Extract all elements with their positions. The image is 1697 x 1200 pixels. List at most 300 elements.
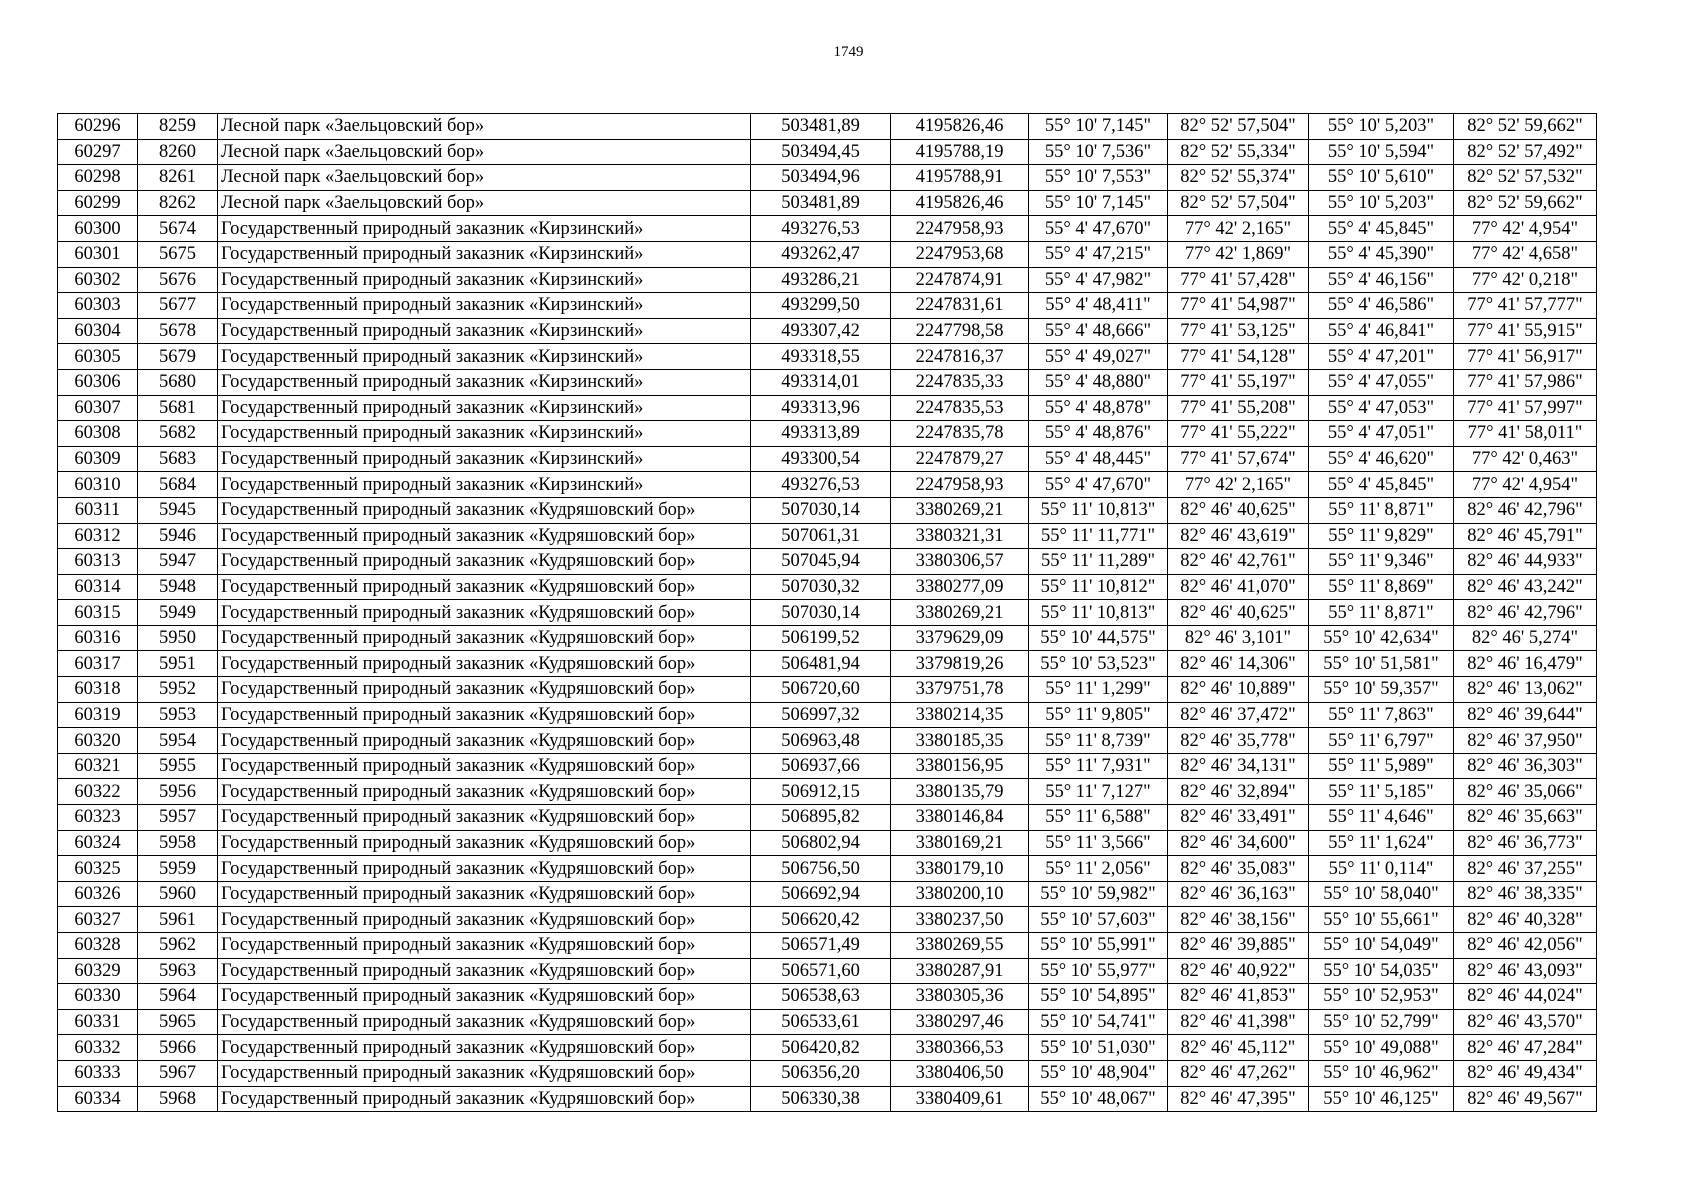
longitude-2-cell: 82° 46' 40,328" <box>1454 907 1597 933</box>
coord-x-cell: 493276,53 <box>751 472 891 498</box>
latitude-2-cell: 55° 10' 58,040" <box>1309 881 1454 907</box>
table-row <box>58 446 1597 472</box>
latitude-2-cell: 55° 4' 45,390" <box>1309 241 1454 267</box>
row-number-cell: 60321 <box>58 753 138 779</box>
point-number-cell: 8262 <box>138 190 218 216</box>
latitude-1-cell: 55° 10' 7,145" <box>1029 114 1168 140</box>
latitude-1-cell: 55° 11' 10,813" <box>1029 600 1168 626</box>
table-row <box>58 805 1597 831</box>
coord-x-cell: 493276,53 <box>751 216 891 242</box>
latitude-1-cell: 55° 10' 7,145" <box>1029 190 1168 216</box>
latitude-1-cell: 55° 10' 51,030" <box>1029 1035 1168 1061</box>
latitude-1-cell: 55° 4' 49,027" <box>1029 344 1168 370</box>
longitude-2-cell: 82° 46' 42,796" <box>1454 600 1597 626</box>
latitude-2-cell: 55° 10' 52,953" <box>1309 984 1454 1010</box>
object-name-cell: Лесной парк «Заельцовский бор» <box>218 190 751 216</box>
longitude-1-cell: 82° 46' 40,625" <box>1168 600 1309 626</box>
longitude-2-cell: 82° 46' 49,567" <box>1454 1086 1597 1112</box>
latitude-1-cell: 55° 10' 55,991" <box>1029 933 1168 959</box>
row-number-cell: 60328 <box>58 933 138 959</box>
coord-x-cell: 507030,14 <box>751 600 891 626</box>
coord-y-cell: 4195788,19 <box>891 139 1029 165</box>
object-name-cell: Государственный природный заказник «Кудряшовский бор» <box>218 1060 751 1086</box>
latitude-1-cell: 55° 11' 8,739" <box>1029 728 1168 754</box>
latitude-1-cell: 55° 11' 10,813" <box>1029 497 1168 523</box>
point-number-cell: 5962 <box>138 933 218 959</box>
row-number-cell: 60311 <box>58 497 138 523</box>
latitude-1-cell: 55° 10' 54,895" <box>1029 984 1168 1010</box>
latitude-2-cell: 55° 4' 47,055" <box>1309 369 1454 395</box>
coord-y-cell: 3380277,09 <box>891 574 1029 600</box>
coord-y-cell: 4195826,46 <box>891 190 1029 216</box>
coord-y-cell: 2247798,58 <box>891 318 1029 344</box>
latitude-2-cell: 55° 10' 5,594" <box>1309 139 1454 165</box>
point-number-cell: 5968 <box>138 1086 218 1112</box>
coord-y-cell: 3380185,35 <box>891 728 1029 754</box>
coord-y-cell: 3380409,61 <box>891 1086 1029 1112</box>
table-row <box>58 830 1597 856</box>
latitude-2-cell: 55° 4' 46,841" <box>1309 318 1454 344</box>
latitude-1-cell: 55° 4' 48,666" <box>1029 318 1168 344</box>
coord-x-cell: 493307,42 <box>751 318 891 344</box>
latitude-2-cell: 55° 10' 46,125" <box>1309 1086 1454 1112</box>
coord-x-cell: 506199,52 <box>751 625 891 651</box>
row-number-cell: 60312 <box>58 523 138 549</box>
page-number: 1749 <box>833 44 864 60</box>
point-number-cell: 5951 <box>138 651 218 677</box>
coord-y-cell: 3380269,21 <box>891 497 1029 523</box>
latitude-2-cell: 55° 10' 46,962" <box>1309 1060 1454 1086</box>
row-number-cell: 60319 <box>58 702 138 728</box>
row-number-cell: 60309 <box>58 446 138 472</box>
latitude-2-cell: 55° 11' 8,869" <box>1309 574 1454 600</box>
longitude-1-cell: 82° 46' 47,262" <box>1168 1060 1309 1086</box>
longitude-2-cell: 82° 46' 13,062" <box>1454 677 1597 703</box>
coord-x-cell: 503494,45 <box>751 139 891 165</box>
row-number-cell: 60323 <box>58 805 138 831</box>
longitude-2-cell: 82° 52' 59,662" <box>1454 114 1597 140</box>
point-number-cell: 5957 <box>138 805 218 831</box>
point-number-cell: 5958 <box>138 830 218 856</box>
latitude-2-cell: 55° 11' 6,797" <box>1309 728 1454 754</box>
point-number-cell: 5967 <box>138 1060 218 1086</box>
object-name-cell: Государственный природный заказник «Кудряшовский бор» <box>218 728 751 754</box>
latitude-1-cell: 55° 4' 48,411" <box>1029 293 1168 319</box>
coord-y-cell: 3380366,53 <box>891 1035 1029 1061</box>
table-row <box>58 779 1597 805</box>
latitude-2-cell: 55° 10' 51,581" <box>1309 651 1454 677</box>
latitude-2-cell: 55° 11' 7,863" <box>1309 702 1454 728</box>
coord-x-cell: 507045,94 <box>751 549 891 575</box>
coord-y-cell: 3380306,57 <box>891 549 1029 575</box>
table-row <box>58 369 1597 395</box>
latitude-1-cell: 55° 4' 48,445" <box>1029 446 1168 472</box>
point-number-cell: 5960 <box>138 881 218 907</box>
row-number-cell: 60302 <box>58 267 138 293</box>
latitude-2-cell: 55° 4' 46,156" <box>1309 267 1454 293</box>
longitude-2-cell: 82° 46' 5,274" <box>1454 625 1597 651</box>
object-name-cell: Государственный природный заказник «Кудряшовский бор» <box>218 830 751 856</box>
table-row <box>58 600 1597 626</box>
coord-x-cell: 507030,14 <box>751 497 891 523</box>
coord-x-cell: 503494,96 <box>751 165 891 191</box>
coord-x-cell: 506720,60 <box>751 677 891 703</box>
point-number-cell: 5948 <box>138 574 218 600</box>
longitude-2-cell: 77° 41' 58,011" <box>1454 421 1597 447</box>
longitude-1-cell: 82° 46' 42,761" <box>1168 549 1309 575</box>
object-name-cell: Государственный природный заказник «Кудряшовский бор» <box>218 805 751 831</box>
point-number-cell: 5964 <box>138 984 218 1010</box>
object-name-cell: Государственный природный заказник «Кирзинский» <box>218 216 751 242</box>
table-row <box>58 677 1597 703</box>
row-number-cell: 60334 <box>58 1086 138 1112</box>
latitude-1-cell: 55° 10' 44,575" <box>1029 625 1168 651</box>
coord-y-cell: 3380287,91 <box>891 958 1029 984</box>
point-number-cell: 5678 <box>138 318 218 344</box>
coord-x-cell: 506895,82 <box>751 805 891 831</box>
longitude-1-cell: 82° 52' 57,504" <box>1168 114 1309 140</box>
table-row <box>58 344 1597 370</box>
longitude-2-cell: 82° 46' 35,663" <box>1454 805 1597 831</box>
latitude-1-cell: 55° 11' 7,931" <box>1029 753 1168 779</box>
table-row <box>58 574 1597 600</box>
object-name-cell: Государственный природный заказник «Кудряшовский бор» <box>218 651 751 677</box>
longitude-2-cell: 82° 46' 42,056" <box>1454 933 1597 959</box>
longitude-1-cell: 82° 46' 41,398" <box>1168 1009 1309 1035</box>
coord-y-cell: 3379751,78 <box>891 677 1029 703</box>
longitude-1-cell: 82° 46' 36,163" <box>1168 881 1309 907</box>
coord-x-cell: 503481,89 <box>751 114 891 140</box>
object-name-cell: Лесной парк «Заельцовский бор» <box>218 139 751 165</box>
coord-x-cell: 507030,32 <box>751 574 891 600</box>
coord-y-cell: 3380269,21 <box>891 600 1029 626</box>
point-number-cell: 5681 <box>138 395 218 421</box>
row-number-cell: 60313 <box>58 549 138 575</box>
coord-x-cell: 506356,20 <box>751 1060 891 1086</box>
coord-y-cell: 3379629,09 <box>891 625 1029 651</box>
object-name-cell: Государственный природный заказник «Кирзинский» <box>218 318 751 344</box>
object-name-cell: Государственный природный заказник «Кудряшовский бор» <box>218 497 751 523</box>
longitude-1-cell: 82° 46' 43,619" <box>1168 523 1309 549</box>
longitude-1-cell: 77° 42' 2,165" <box>1168 216 1309 242</box>
coord-x-cell: 506912,15 <box>751 779 891 805</box>
table-row <box>58 907 1597 933</box>
object-name-cell: Государственный природный заказник «Кудряшовский бор» <box>218 753 751 779</box>
longitude-1-cell: 82° 52' 55,374" <box>1168 165 1309 191</box>
longitude-2-cell: 82° 46' 35,066" <box>1454 779 1597 805</box>
coord-y-cell: 3380169,21 <box>891 830 1029 856</box>
coord-y-cell: 3379819,26 <box>891 651 1029 677</box>
object-name-cell: Лесной парк «Заельцовский бор» <box>218 114 751 140</box>
coord-y-cell: 4195788,91 <box>891 165 1029 191</box>
object-name-cell: Государственный природный заказник «Кирзинский» <box>218 472 751 498</box>
longitude-1-cell: 82° 46' 37,472" <box>1168 702 1309 728</box>
coord-y-cell: 2247835,33 <box>891 369 1029 395</box>
row-number-cell: 60305 <box>58 344 138 370</box>
object-name-cell: Государственный природный заказник «Кудряшовский бор» <box>218 779 751 805</box>
latitude-1-cell: 55° 10' 7,536" <box>1029 139 1168 165</box>
object-name-cell: Государственный природный заказник «Кудряшовский бор» <box>218 958 751 984</box>
row-number-cell: 60322 <box>58 779 138 805</box>
object-name-cell: Государственный природный заказник «Кудряшовский бор» <box>218 549 751 575</box>
table-row <box>58 1009 1597 1035</box>
point-number-cell: 5683 <box>138 446 218 472</box>
longitude-2-cell: 82° 46' 43,570" <box>1454 1009 1597 1035</box>
coord-y-cell: 2247958,93 <box>891 472 1029 498</box>
table-row <box>58 549 1597 575</box>
table-row <box>58 1086 1597 1112</box>
table-row <box>58 1035 1597 1061</box>
point-number-cell: 5679 <box>138 344 218 370</box>
latitude-1-cell: 55° 10' 7,553" <box>1029 165 1168 191</box>
coordinates-table <box>57 113 1597 1112</box>
longitude-2-cell: 82° 46' 42,796" <box>1454 497 1597 523</box>
longitude-2-cell: 77° 42' 0,218" <box>1454 267 1597 293</box>
latitude-1-cell: 55° 4' 47,215" <box>1029 241 1168 267</box>
object-name-cell: Государственный природный заказник «Кудряшовский бор» <box>218 702 751 728</box>
coord-x-cell: 493286,21 <box>751 267 891 293</box>
object-name-cell: Государственный природный заказник «Кирзинский» <box>218 241 751 267</box>
row-number-cell: 60308 <box>58 421 138 447</box>
latitude-1-cell: 55° 10' 57,603" <box>1029 907 1168 933</box>
coord-y-cell: 2247835,78 <box>891 421 1029 447</box>
latitude-2-cell: 55° 10' 52,799" <box>1309 1009 1454 1035</box>
latitude-1-cell: 55° 10' 48,904" <box>1029 1060 1168 1086</box>
object-name-cell: Государственный природный заказник «Кирзинский» <box>218 293 751 319</box>
table-row <box>58 216 1597 242</box>
coord-y-cell: 3380179,10 <box>891 856 1029 882</box>
longitude-1-cell: 82° 46' 10,889" <box>1168 677 1309 703</box>
coord-y-cell: 2247874,91 <box>891 267 1029 293</box>
latitude-2-cell: 55° 11' 8,871" <box>1309 600 1454 626</box>
table-row <box>58 293 1597 319</box>
latitude-2-cell: 55° 11' 9,346" <box>1309 549 1454 575</box>
coord-y-cell: 3380305,36 <box>891 984 1029 1010</box>
longitude-2-cell: 77° 42' 4,954" <box>1454 472 1597 498</box>
longitude-2-cell: 82° 46' 49,434" <box>1454 1060 1597 1086</box>
table-row <box>58 395 1597 421</box>
longitude-1-cell: 82° 46' 35,778" <box>1168 728 1309 754</box>
latitude-2-cell: 55° 10' 54,035" <box>1309 958 1454 984</box>
longitude-2-cell: 82° 46' 16,479" <box>1454 651 1597 677</box>
row-number-cell: 60329 <box>58 958 138 984</box>
coord-x-cell: 506330,38 <box>751 1086 891 1112</box>
coord-x-cell: 493314,01 <box>751 369 891 395</box>
table-row <box>58 881 1597 907</box>
latitude-2-cell: 55° 10' 5,610" <box>1309 165 1454 191</box>
table-row <box>58 241 1597 267</box>
row-number-cell: 60310 <box>58 472 138 498</box>
point-number-cell: 5675 <box>138 241 218 267</box>
latitude-2-cell: 55° 10' 55,661" <box>1309 907 1454 933</box>
longitude-2-cell: 77° 41' 57,777" <box>1454 293 1597 319</box>
object-name-cell: Государственный природный заказник «Кудряшовский бор» <box>218 574 751 600</box>
coord-y-cell: 3380297,46 <box>891 1009 1029 1035</box>
longitude-1-cell: 82° 46' 47,395" <box>1168 1086 1309 1112</box>
longitude-2-cell: 82° 46' 36,303" <box>1454 753 1597 779</box>
row-number-cell: 60303 <box>58 293 138 319</box>
longitude-2-cell: 77° 41' 57,997" <box>1454 395 1597 421</box>
point-number-cell: 5952 <box>138 677 218 703</box>
latitude-1-cell: 55° 11' 7,127" <box>1029 779 1168 805</box>
table-body <box>58 114 1597 1112</box>
point-number-cell: 5966 <box>138 1035 218 1061</box>
longitude-1-cell: 77° 41' 57,674" <box>1168 446 1309 472</box>
row-number-cell: 60333 <box>58 1060 138 1086</box>
table-row <box>58 165 1597 191</box>
point-number-cell: 5682 <box>138 421 218 447</box>
coord-y-cell: 3380321,31 <box>891 523 1029 549</box>
latitude-1-cell: 55° 4' 48,878" <box>1029 395 1168 421</box>
longitude-1-cell: 82° 46' 45,112" <box>1168 1035 1309 1061</box>
coord-y-cell: 2247835,53 <box>891 395 1029 421</box>
point-number-cell: 5684 <box>138 472 218 498</box>
coord-x-cell: 493299,50 <box>751 293 891 319</box>
latitude-1-cell: 55° 4' 47,670" <box>1029 216 1168 242</box>
latitude-1-cell: 55° 11' 6,588" <box>1029 805 1168 831</box>
row-number-cell: 60326 <box>58 881 138 907</box>
longitude-1-cell: 82° 46' 39,885" <box>1168 933 1309 959</box>
coord-x-cell: 506533,61 <box>751 1009 891 1035</box>
coord-x-cell: 506571,49 <box>751 933 891 959</box>
coord-x-cell: 493318,55 <box>751 344 891 370</box>
longitude-2-cell: 82° 46' 43,093" <box>1454 958 1597 984</box>
longitude-2-cell: 82° 52' 59,662" <box>1454 190 1597 216</box>
point-number-cell: 8261 <box>138 165 218 191</box>
latitude-2-cell: 55° 4' 45,845" <box>1309 216 1454 242</box>
coord-x-cell: 506997,32 <box>751 702 891 728</box>
point-number-cell: 5954 <box>138 728 218 754</box>
object-name-cell: Государственный природный заказник «Кудряшовский бор» <box>218 625 751 651</box>
longitude-1-cell: 82° 46' 35,083" <box>1168 856 1309 882</box>
row-number-cell: 60314 <box>58 574 138 600</box>
longitude-2-cell: 82° 46' 36,773" <box>1454 830 1597 856</box>
table-row <box>58 984 1597 1010</box>
object-name-cell: Государственный природный заказник «Кудряшовский бор» <box>218 856 751 882</box>
coord-x-cell: 506692,94 <box>751 881 891 907</box>
longitude-1-cell: 82° 46' 34,131" <box>1168 753 1309 779</box>
latitude-1-cell: 55° 11' 10,812" <box>1029 574 1168 600</box>
latitude-2-cell: 55° 10' 59,357" <box>1309 677 1454 703</box>
coord-x-cell: 506756,50 <box>751 856 891 882</box>
point-number-cell: 5674 <box>138 216 218 242</box>
longitude-2-cell: 82° 46' 45,791" <box>1454 523 1597 549</box>
coord-y-cell: 4195826,46 <box>891 114 1029 140</box>
object-name-cell: Государственный природный заказник «Кирзинский» <box>218 267 751 293</box>
table-row <box>58 933 1597 959</box>
coord-x-cell: 506571,60 <box>751 958 891 984</box>
object-name-cell: Государственный природный заказник «Кудряшовский бор» <box>218 881 751 907</box>
table-row <box>58 753 1597 779</box>
latitude-2-cell: 55° 11' 4,646" <box>1309 805 1454 831</box>
object-name-cell: Лесной парк «Заельцовский бор» <box>218 165 751 191</box>
coord-y-cell: 3380156,95 <box>891 753 1029 779</box>
longitude-2-cell: 77° 41' 57,986" <box>1454 369 1597 395</box>
coord-y-cell: 2247831,61 <box>891 293 1029 319</box>
longitude-1-cell: 82° 46' 34,600" <box>1168 830 1309 856</box>
latitude-1-cell: 55° 4' 48,880" <box>1029 369 1168 395</box>
row-number-cell: 60317 <box>58 651 138 677</box>
longitude-2-cell: 82° 46' 39,644" <box>1454 702 1597 728</box>
row-number-cell: 60325 <box>58 856 138 882</box>
coord-x-cell: 506481,94 <box>751 651 891 677</box>
coord-x-cell: 507061,31 <box>751 523 891 549</box>
latitude-2-cell: 55° 4' 46,586" <box>1309 293 1454 319</box>
longitude-1-cell: 82° 46' 41,070" <box>1168 574 1309 600</box>
longitude-2-cell: 82° 46' 38,335" <box>1454 881 1597 907</box>
latitude-1-cell: 55° 10' 55,977" <box>1029 958 1168 984</box>
row-number-cell: 60320 <box>58 728 138 754</box>
coord-x-cell: 493313,96 <box>751 395 891 421</box>
row-number-cell: 60324 <box>58 830 138 856</box>
row-number-cell: 60318 <box>58 677 138 703</box>
coord-y-cell: 3380146,84 <box>891 805 1029 831</box>
row-number-cell: 60298 <box>58 165 138 191</box>
longitude-2-cell: 82° 46' 43,242" <box>1454 574 1597 600</box>
table-row <box>58 958 1597 984</box>
latitude-2-cell: 55° 4' 46,620" <box>1309 446 1454 472</box>
coord-x-cell: 503481,89 <box>751 190 891 216</box>
coord-y-cell: 3380214,35 <box>891 702 1029 728</box>
latitude-1-cell: 55° 4' 48,876" <box>1029 421 1168 447</box>
table-row <box>58 318 1597 344</box>
latitude-1-cell: 55° 11' 2,056" <box>1029 856 1168 882</box>
table-row <box>58 625 1597 651</box>
object-name-cell: Государственный природный заказник «Кудряшовский бор» <box>218 600 751 626</box>
point-number-cell: 5956 <box>138 779 218 805</box>
latitude-1-cell: 55° 11' 11,289" <box>1029 549 1168 575</box>
longitude-2-cell: 77° 42' 4,954" <box>1454 216 1597 242</box>
row-number-cell: 60301 <box>58 241 138 267</box>
latitude-1-cell: 55° 4' 47,670" <box>1029 472 1168 498</box>
latitude-2-cell: 55° 11' 5,185" <box>1309 779 1454 805</box>
longitude-1-cell: 82° 46' 38,156" <box>1168 907 1309 933</box>
longitude-2-cell: 82° 46' 44,024" <box>1454 984 1597 1010</box>
point-number-cell: 5680 <box>138 369 218 395</box>
longitude-1-cell: 77° 41' 53,125" <box>1168 318 1309 344</box>
latitude-1-cell: 55° 10' 53,523" <box>1029 651 1168 677</box>
coord-x-cell: 493313,89 <box>751 421 891 447</box>
longitude-1-cell: 82° 46' 41,853" <box>1168 984 1309 1010</box>
table-row <box>58 728 1597 754</box>
object-name-cell: Государственный природный заказник «Кудряшовский бор» <box>218 984 751 1010</box>
object-name-cell: Государственный природный заказник «Кудряшовский бор» <box>218 933 751 959</box>
coord-x-cell: 506538,63 <box>751 984 891 1010</box>
longitude-2-cell: 77° 42' 0,463" <box>1454 446 1597 472</box>
latitude-2-cell: 55° 10' 5,203" <box>1309 114 1454 140</box>
row-number-cell: 60297 <box>58 139 138 165</box>
coord-y-cell: 2247879,27 <box>891 446 1029 472</box>
row-number-cell: 60296 <box>58 114 138 140</box>
row-number-cell: 60330 <box>58 984 138 1010</box>
object-name-cell: Государственный природный заказник «Кудряшовский бор» <box>218 523 751 549</box>
coord-y-cell: 2247958,93 <box>891 216 1029 242</box>
table-row <box>58 421 1597 447</box>
row-number-cell: 60300 <box>58 216 138 242</box>
longitude-2-cell: 77° 42' 4,658" <box>1454 241 1597 267</box>
object-name-cell: Государственный природный заказник «Кудряшовский бор» <box>218 1086 751 1112</box>
longitude-1-cell: 82° 46' 40,625" <box>1168 497 1309 523</box>
row-number-cell: 60331 <box>58 1009 138 1035</box>
row-number-cell: 60327 <box>58 907 138 933</box>
longitude-1-cell: 77° 42' 1,869" <box>1168 241 1309 267</box>
longitude-2-cell: 82° 52' 57,492" <box>1454 139 1597 165</box>
point-number-cell: 5946 <box>138 523 218 549</box>
longitude-2-cell: 82° 46' 37,950" <box>1454 728 1597 754</box>
row-number-cell: 60304 <box>58 318 138 344</box>
coord-y-cell: 3380406,50 <box>891 1060 1029 1086</box>
object-name-cell: Государственный природный заказник «Кирзинский» <box>218 395 751 421</box>
